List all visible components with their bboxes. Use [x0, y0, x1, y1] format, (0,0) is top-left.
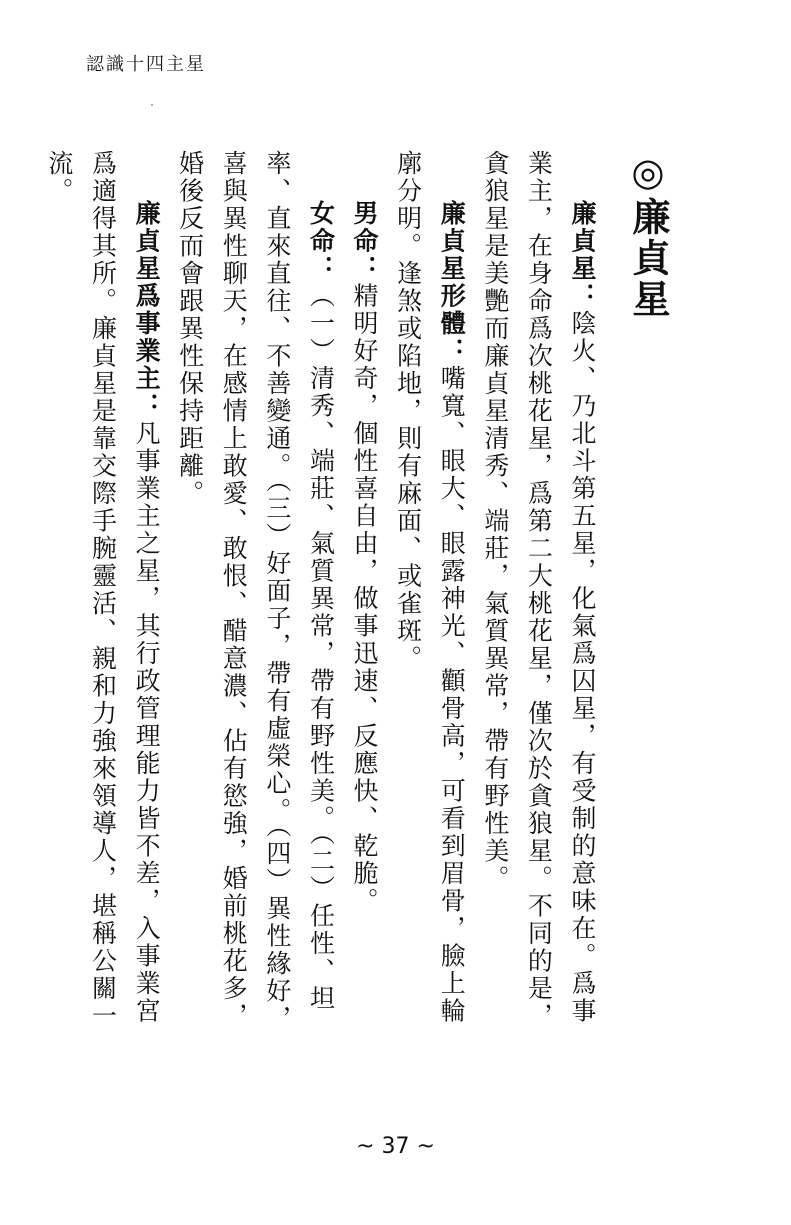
paragraph-female — [168, 150, 342, 1040]
page-number: ~ 37 ~ — [356, 1134, 435, 1159]
paragraph-term: 廉貞星： — [568, 200, 597, 310]
paragraph-text: 凡事業主之星，其行政管理能力皆不差，入事業宮爲適得其所。廉貞星是靠交際手腕靈活、親和力強來領導人，堪稱公關一流。 — [44, 150, 162, 1030]
paragraph-text: （一）清秀、端莊、氣質異常，帶有野性美。（二）任性、坦率、直來直往、不善變通。（三）好面子，帶有虛榮心。（四）異性緣好，喜與異性聊天，在感情上敢愛、敢恨、醋意濃、佔有慾強，婚前桃花多，婚後反而會跟異性保持距離。 — [175, 150, 336, 1033]
paragraph-text: 精明好奇，個性喜自由，做事迅速、反應快、乾脆。 — [350, 282, 380, 915]
stray-mark — [151, 104, 153, 106]
paragraph-text: 嘴寬、眼大、眼露神光、顴骨高，可看到眉骨，臉上輪廓分明。逢煞或陷地，則有麻面、或雀斑。 — [393, 150, 467, 1025]
paragraph-term: 廉貞星形體： — [437, 200, 467, 365]
paragraph-physique — [386, 150, 473, 1040]
paragraph-term: 女命： — [306, 200, 336, 283]
paragraph-definition — [473, 150, 604, 1040]
vertical-body-text — [44, 150, 680, 1040]
paragraph-male — [342, 150, 386, 1040]
section-title: ◎廉貞星 — [626, 150, 670, 320]
paragraph-career — [37, 150, 168, 1040]
paragraph-text: 陰火、乃北斗第五星，化氣爲囚星，有受制的意味在。爲事業主，在身命爲次桃花星，爲第二大桃花星，僅次於貪狼星。不同的是，貪狼星是美艷而廉貞星清秀、端莊，氣質異常，帶有野性美。 — [480, 150, 597, 1030]
paragraph-term: 廉貞星爲事業主： — [132, 200, 162, 420]
running-header: 認識十四主星 — [86, 54, 206, 75]
paragraph-term: 男命： — [350, 200, 380, 283]
